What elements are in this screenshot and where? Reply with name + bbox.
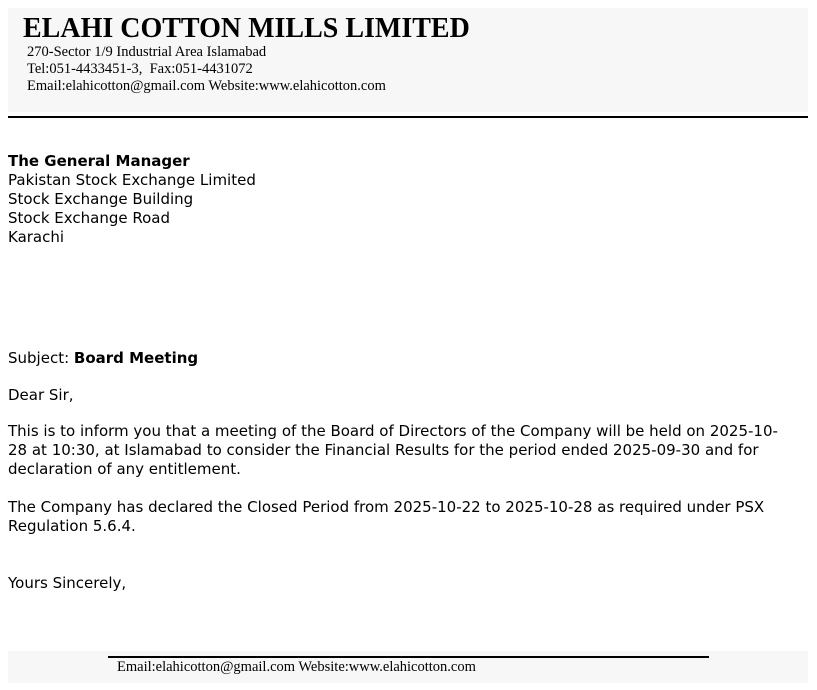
salutation: Dear Sir, xyxy=(8,386,74,404)
recipient-line: Karachi xyxy=(8,228,65,246)
body-paragraph: This is to inform you that a meeting of the Board of Directors of the Company will be held on 2025-10-28 at 10:30, at Islamabad to consider the Financial Results for the period ended 2025-09-30 and for declaration of any entitlement. xyxy=(8,422,778,478)
recipient-block xyxy=(8,152,788,247)
header-divider xyxy=(8,116,808,118)
recipient-title: The General Manager xyxy=(8,152,190,170)
recipient-line: Stock Exchange Road xyxy=(8,209,170,227)
company-email-website: Email:elahicotton@gmail.com Website:www.elahicotton.com xyxy=(27,78,386,94)
footer-divider xyxy=(108,656,709,658)
body-paragraph: The Company has declared the Closed Period from 2025-10-22 to 2025-10-28 as required under PSX Regulation 5.6.4. xyxy=(8,498,765,535)
subject-line xyxy=(8,349,198,368)
closing: Yours Sincerely, xyxy=(8,574,127,592)
company-address: 270-Sector 1/9 Industrial Area Islamabad xyxy=(27,44,267,60)
subject-label: Subject: xyxy=(8,349,74,367)
letterhead xyxy=(8,8,808,112)
recipient-line: Stock Exchange Building xyxy=(8,190,194,208)
company-name: ELAHI COTTON MILLS LIMITED xyxy=(23,13,470,44)
recipient-line: Pakistan Stock Exchange Limited xyxy=(8,171,256,189)
company-contact: Tel:051-4433451-3, Fax:051-4431072 xyxy=(27,61,253,77)
subject-text: Board Meeting xyxy=(73,349,199,367)
footer-email-website: Email:elahicotton@gmail.com Website:www.elahicotton.com xyxy=(117,659,476,675)
